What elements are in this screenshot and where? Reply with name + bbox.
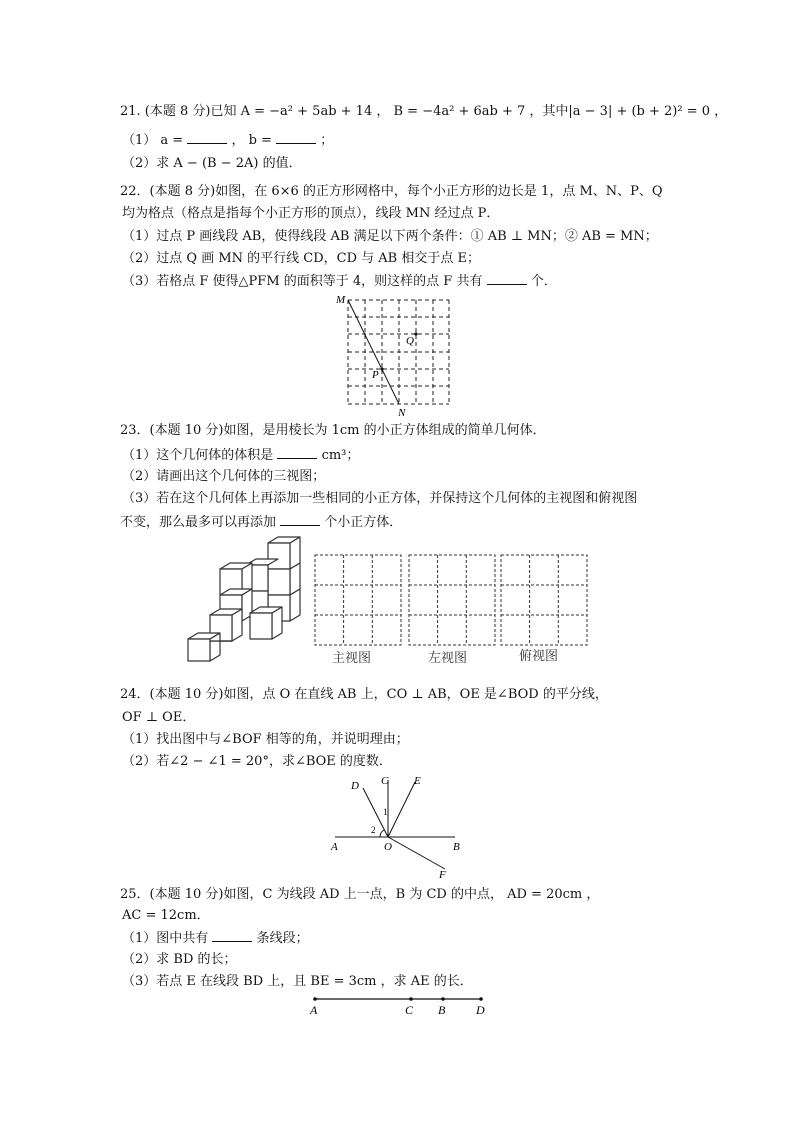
q23-line5 (120, 513, 402, 532)
q23-line4: （3）若在这个几何体上再添加一些相同的小正方体，并保持这个几何体的主视图和俯视图 (122, 491, 638, 506)
label-a: A (310, 1003, 318, 1017)
label-angle-2: 2 (371, 825, 376, 835)
label-e: E (414, 775, 421, 787)
label-b: B (438, 1003, 446, 1017)
q23-three-view-grids (310, 550, 600, 670)
label-angle-1: 1 (383, 807, 388, 817)
q21-line1: 21. (本题 8 分)已知 A = −a² + 5ab + 14 ， B = −4a² + 6ab + 7 ，其中|a − 3| + (b + 2)² = 0 ， (120, 104, 728, 119)
q25-line2: AC = 12cm． (122, 908, 210, 923)
q21-part1-suffix: ； (320, 133, 334, 148)
label-p: P (372, 369, 379, 381)
q25-segment-figure (305, 990, 495, 1020)
point-q (414, 332, 417, 335)
label-b: B (453, 841, 460, 853)
q25-line3 (122, 929, 309, 948)
ray-of (388, 837, 445, 869)
q23-line1: 23．(本题 10 分)如图，是用棱长为 1cm 的小正方体组成的简单几何体． (120, 423, 546, 438)
grid-front-view (315, 555, 401, 645)
caption-top-view: 俯视图 (519, 648, 559, 663)
label-m: M (336, 294, 346, 306)
q24-line3: （1）找出图中与∠BOF 相等的角，并说明理由； (122, 732, 409, 747)
q23-part1-prefix: （1）这个几何体的体积是 (122, 448, 274, 463)
q25-line5: （3）若点 E 在线段 BD 上，且 BE = 3cm ，求 AE 的长． (122, 974, 473, 989)
q23-add-count-blank[interactable] (280, 513, 320, 526)
q23-part3-suffix: 个小正方体． (324, 515, 403, 530)
q25-segment-count-blank[interactable] (212, 929, 252, 942)
label-d: D (476, 1003, 485, 1017)
q24-line1: 24．(本题 10 分)如图，点 O 在直线 AB 上，CO ⊥ AB，OE 是∠BOD 的平分线， (120, 687, 608, 702)
q24-line2: OF ⊥ OE． (122, 710, 196, 725)
label-o: O (384, 841, 392, 853)
q22-part3-suffix: 个． (530, 274, 557, 289)
q22-line4: （2）过点 Q 画 MN 的平行线 CD，CD 与 AB 相交于点 E； (122, 251, 480, 266)
q23-part1-suffix: cm³； (321, 448, 360, 463)
label-f: F (439, 869, 446, 880)
label-q: Q (406, 335, 414, 347)
caption-left-view: 左视图 (428, 650, 468, 665)
q21-answer-b-blank[interactable] (276, 131, 316, 144)
q24-angle-figure (325, 770, 475, 880)
q23-cube-solid-figure (180, 535, 310, 665)
label-c: C (381, 775, 389, 787)
q22-part3-prefix: （3）若格点 F 使得△PFM 的面积等于 4，则这样的点 F 共有 (122, 274, 483, 289)
point-p (380, 367, 383, 370)
label-d: D (351, 780, 359, 792)
q22-line2: 均为格点（格点是指每个小正方形的顶点），线段 MN 经过点 P． (122, 206, 500, 221)
label-a: A (331, 841, 338, 853)
q23-line3: （2）请画出这个几何体的三视图； (122, 469, 326, 484)
caption-front-view: 主视图 (332, 650, 372, 665)
q24-line4: （2）若∠2 − ∠1 = 20°，求∠BOE 的度数． (122, 754, 392, 769)
label-c: C (405, 1003, 414, 1017)
q21-line2 (122, 131, 333, 150)
q22-grid-figure (330, 292, 450, 422)
q22-line3: （1）过点 P 画线段 AB，使得线段 AB 满足以下两个条件：① AB ⊥ MN；② AB = MN； (122, 229, 658, 244)
q21-line3: （2）求 A − (B − 2A) 的值． (122, 156, 302, 171)
q23-part3-prefix: 不变，那么最多可以再添加 (120, 515, 277, 530)
q25-part1-prefix: （1）图中共有 (122, 931, 209, 946)
grid-left-view (409, 555, 495, 645)
q25-part1-suffix: 条线段； (256, 931, 309, 946)
grid-top-view (501, 555, 587, 645)
q22-line1: 22．(本题 8 分)如图，在 6×6 的正方形网格中，每个小正方形的边长是 1，点 M、N、P、Q (120, 184, 663, 199)
q23-volume-blank[interactable] (277, 446, 317, 459)
q21-answer-a-blank[interactable] (187, 131, 227, 144)
q21-part1-prefix: （1） a = (122, 133, 184, 148)
q21-part1-mid: ， b = (231, 133, 272, 148)
q22-answer-blank[interactable] (487, 272, 527, 285)
q22-line5 (122, 272, 557, 291)
ray-oe (388, 782, 415, 837)
label-n: N (398, 407, 406, 419)
q25-line4: （2）求 BD 的长； (122, 952, 237, 967)
q23-line2 (122, 446, 359, 465)
q25-line1: 25．(本题 10 分)如图，C 为线段 AD 上一点，B 为 CD 的中点， AD = 20cm ， (120, 887, 600, 902)
